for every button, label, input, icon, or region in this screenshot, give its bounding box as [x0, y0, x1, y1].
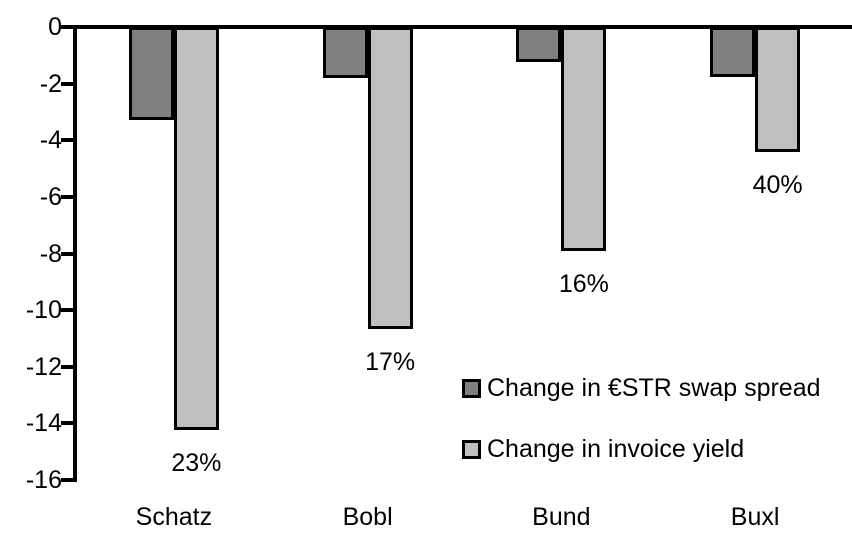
- y-tick-mark: [61, 365, 73, 369]
- y-tick-label: -4: [39, 126, 62, 155]
- data-label-schatz: 23%: [171, 449, 222, 478]
- x-category-label-bobl: Bobl: [342, 503, 393, 531]
- legend-item-invoice-yield: [462, 435, 821, 463]
- bar-schatz-series0: [129, 27, 174, 120]
- y-tick-mark: [61, 308, 73, 312]
- y-tick-mark: [61, 82, 73, 86]
- y-tick-mark: [61, 138, 73, 142]
- y-tick-label: -16: [25, 466, 62, 494]
- bar-bobl-series0: [323, 27, 368, 78]
- y-tick-label: -14: [25, 409, 62, 438]
- y-axis-line: [73, 25, 77, 482]
- data-label-buxl: 40%: [752, 170, 803, 199]
- legend-item-swap-spread: [462, 374, 821, 402]
- x-category-label-buxl: Buxl: [730, 503, 780, 531]
- bar-buxl-series0: [710, 27, 755, 77]
- bar-bund-series0: [516, 27, 561, 62]
- x-category-label-schatz: Schatz: [135, 503, 213, 531]
- y-tick-label: -6: [39, 182, 62, 211]
- bar-schatz-series1: [174, 27, 219, 430]
- y-tick-label: -2: [39, 69, 62, 98]
- y-tick-mark: [61, 421, 73, 425]
- y-tick-label: -12: [25, 352, 62, 381]
- y-tick-label: -10: [25, 296, 62, 325]
- bar-buxl-series1: [755, 27, 800, 152]
- y-tick-mark: [61, 25, 73, 29]
- y-tick-label: 0: [48, 13, 62, 41]
- legend-label-swap-spread: Change in €STR swap spread: [487, 374, 821, 402]
- legend: [462, 374, 821, 496]
- data-label-bobl: 17%: [365, 347, 416, 376]
- bar-bund-series1: [561, 27, 606, 251]
- y-tick-mark: [61, 252, 73, 256]
- bar-bobl-series1: [368, 27, 413, 329]
- y-tick-label: -8: [39, 239, 62, 268]
- data-label-bund: 16%: [558, 269, 609, 298]
- x-category-label-bund: Bund: [532, 503, 591, 531]
- y-tick-mark: [61, 478, 73, 482]
- legend-label-invoice-yield: Change in invoice yield: [487, 435, 745, 463]
- legend-swatch-invoice-yield: [462, 440, 481, 459]
- y-tick-mark: [61, 195, 73, 199]
- legend-swatch-swap-spread: [462, 379, 481, 398]
